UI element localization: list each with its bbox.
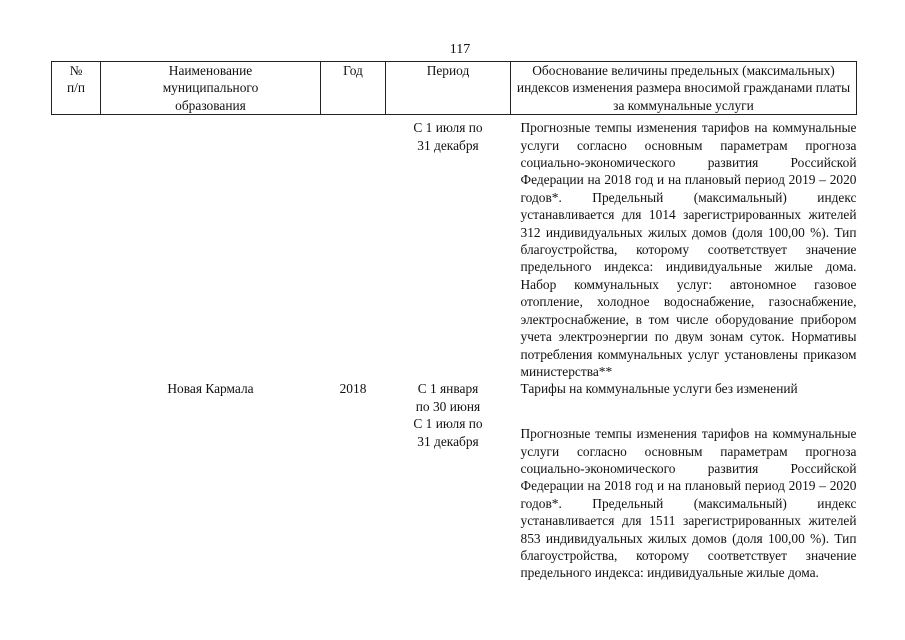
period-line-2: 31 декабря bbox=[417, 433, 479, 449]
period-line-1: С 1 июля по bbox=[413, 120, 483, 136]
page-number: 117 bbox=[449, 42, 471, 57]
paragraph-gap bbox=[521, 415, 857, 425]
header-basis-line-2: индексов изменения размера вносимой гражданами платы bbox=[516, 80, 851, 96]
header-basis bbox=[511, 62, 857, 115]
table-row bbox=[52, 415, 857, 582]
row-period-cell bbox=[386, 115, 511, 381]
header-basis-line-3: за коммунальные услуги bbox=[613, 97, 754, 113]
header-municipality-name bbox=[101, 62, 321, 115]
row-basis-cell bbox=[511, 415, 857, 582]
row-year-cell: 2018 bbox=[339, 381, 367, 397]
row-basis-cell: Прогнозные темпы изменения тарифов на коммунальные услуги согласно основным параметрам прогноза социально-экономического развития Российской Федерации на 2018 год и на плановый период 2019 – 2020 годов*. Предельный (максимальный) индекс устанавливается для 1014 зарегистрированных жителей 312 индивидуальных жилых домов (доля 100,00 %). Тип благоустройства, которому соответствует значение предельного индекса: индивидуальные жилые дома. Набор коммунальных услуг: автономное газовое отопление, холодное водоснабжение, газоснабжение, электроснабжение, в том числе оборудование прибором учета электроэнергии по двум зонам суток. Нормативы потребления коммунальных услуг установлены приказом министерства** bbox=[520, 120, 857, 379]
header-number bbox=[52, 62, 101, 115]
row-name-cell: Новая Кармала bbox=[167, 381, 254, 397]
row-basis-cell: Тарифы на коммунальные услуги без изменений bbox=[520, 381, 798, 397]
header-basis-line-1: Обоснование величины предельных (максимальных) bbox=[532, 63, 835, 78]
period-line-2: по 30 июня bbox=[415, 398, 481, 414]
header-row bbox=[52, 62, 857, 115]
header-year bbox=[321, 62, 386, 115]
tariff-index-table bbox=[51, 61, 857, 582]
header-name-line-1: Наименование bbox=[168, 63, 253, 78]
row-year-cell bbox=[321, 415, 386, 582]
row-period-cell bbox=[386, 415, 511, 582]
table-header bbox=[52, 62, 857, 115]
header-year-text: Год bbox=[343, 63, 363, 78]
header-period bbox=[386, 62, 511, 115]
header-name-line-2: муниципального bbox=[162, 80, 259, 96]
period-line-1: С 1 июля по bbox=[413, 416, 483, 432]
header-period-text: Период bbox=[426, 63, 470, 78]
header-name-line-3: образования bbox=[175, 97, 246, 113]
header-number-line-1: № bbox=[69, 63, 83, 78]
period-line-1: С 1 января bbox=[417, 381, 479, 397]
row-period-cell bbox=[386, 380, 511, 415]
row-year-cell bbox=[321, 115, 386, 381]
header-number-line-2: п/п bbox=[66, 80, 86, 96]
row-number-cell bbox=[52, 380, 101, 415]
basis-text: Прогнозные темпы изменения тарифов на коммунальные услуги согласно основным параметрам прогноза социально-экономического развития Российской Федерации на 2018 год и на плановый период 2019 – 2020 годов*. Предельный (максимальный) индекс устанавливается для 1511 зарегистрированных жителей 853 индивидуальных жилых домов (доля 100,00 %). Тип благоустройства, которому соответствует значение предельного индекса: индивидуальные жилые дома. bbox=[520, 426, 857, 581]
row-name-cell bbox=[101, 115, 321, 381]
row-number-cell bbox=[52, 415, 101, 582]
table-row bbox=[52, 115, 857, 381]
row-number-cell bbox=[52, 115, 101, 381]
period-line-2: 31 декабря bbox=[417, 137, 479, 153]
row-name-cell bbox=[101, 415, 321, 582]
table-row bbox=[52, 380, 857, 415]
